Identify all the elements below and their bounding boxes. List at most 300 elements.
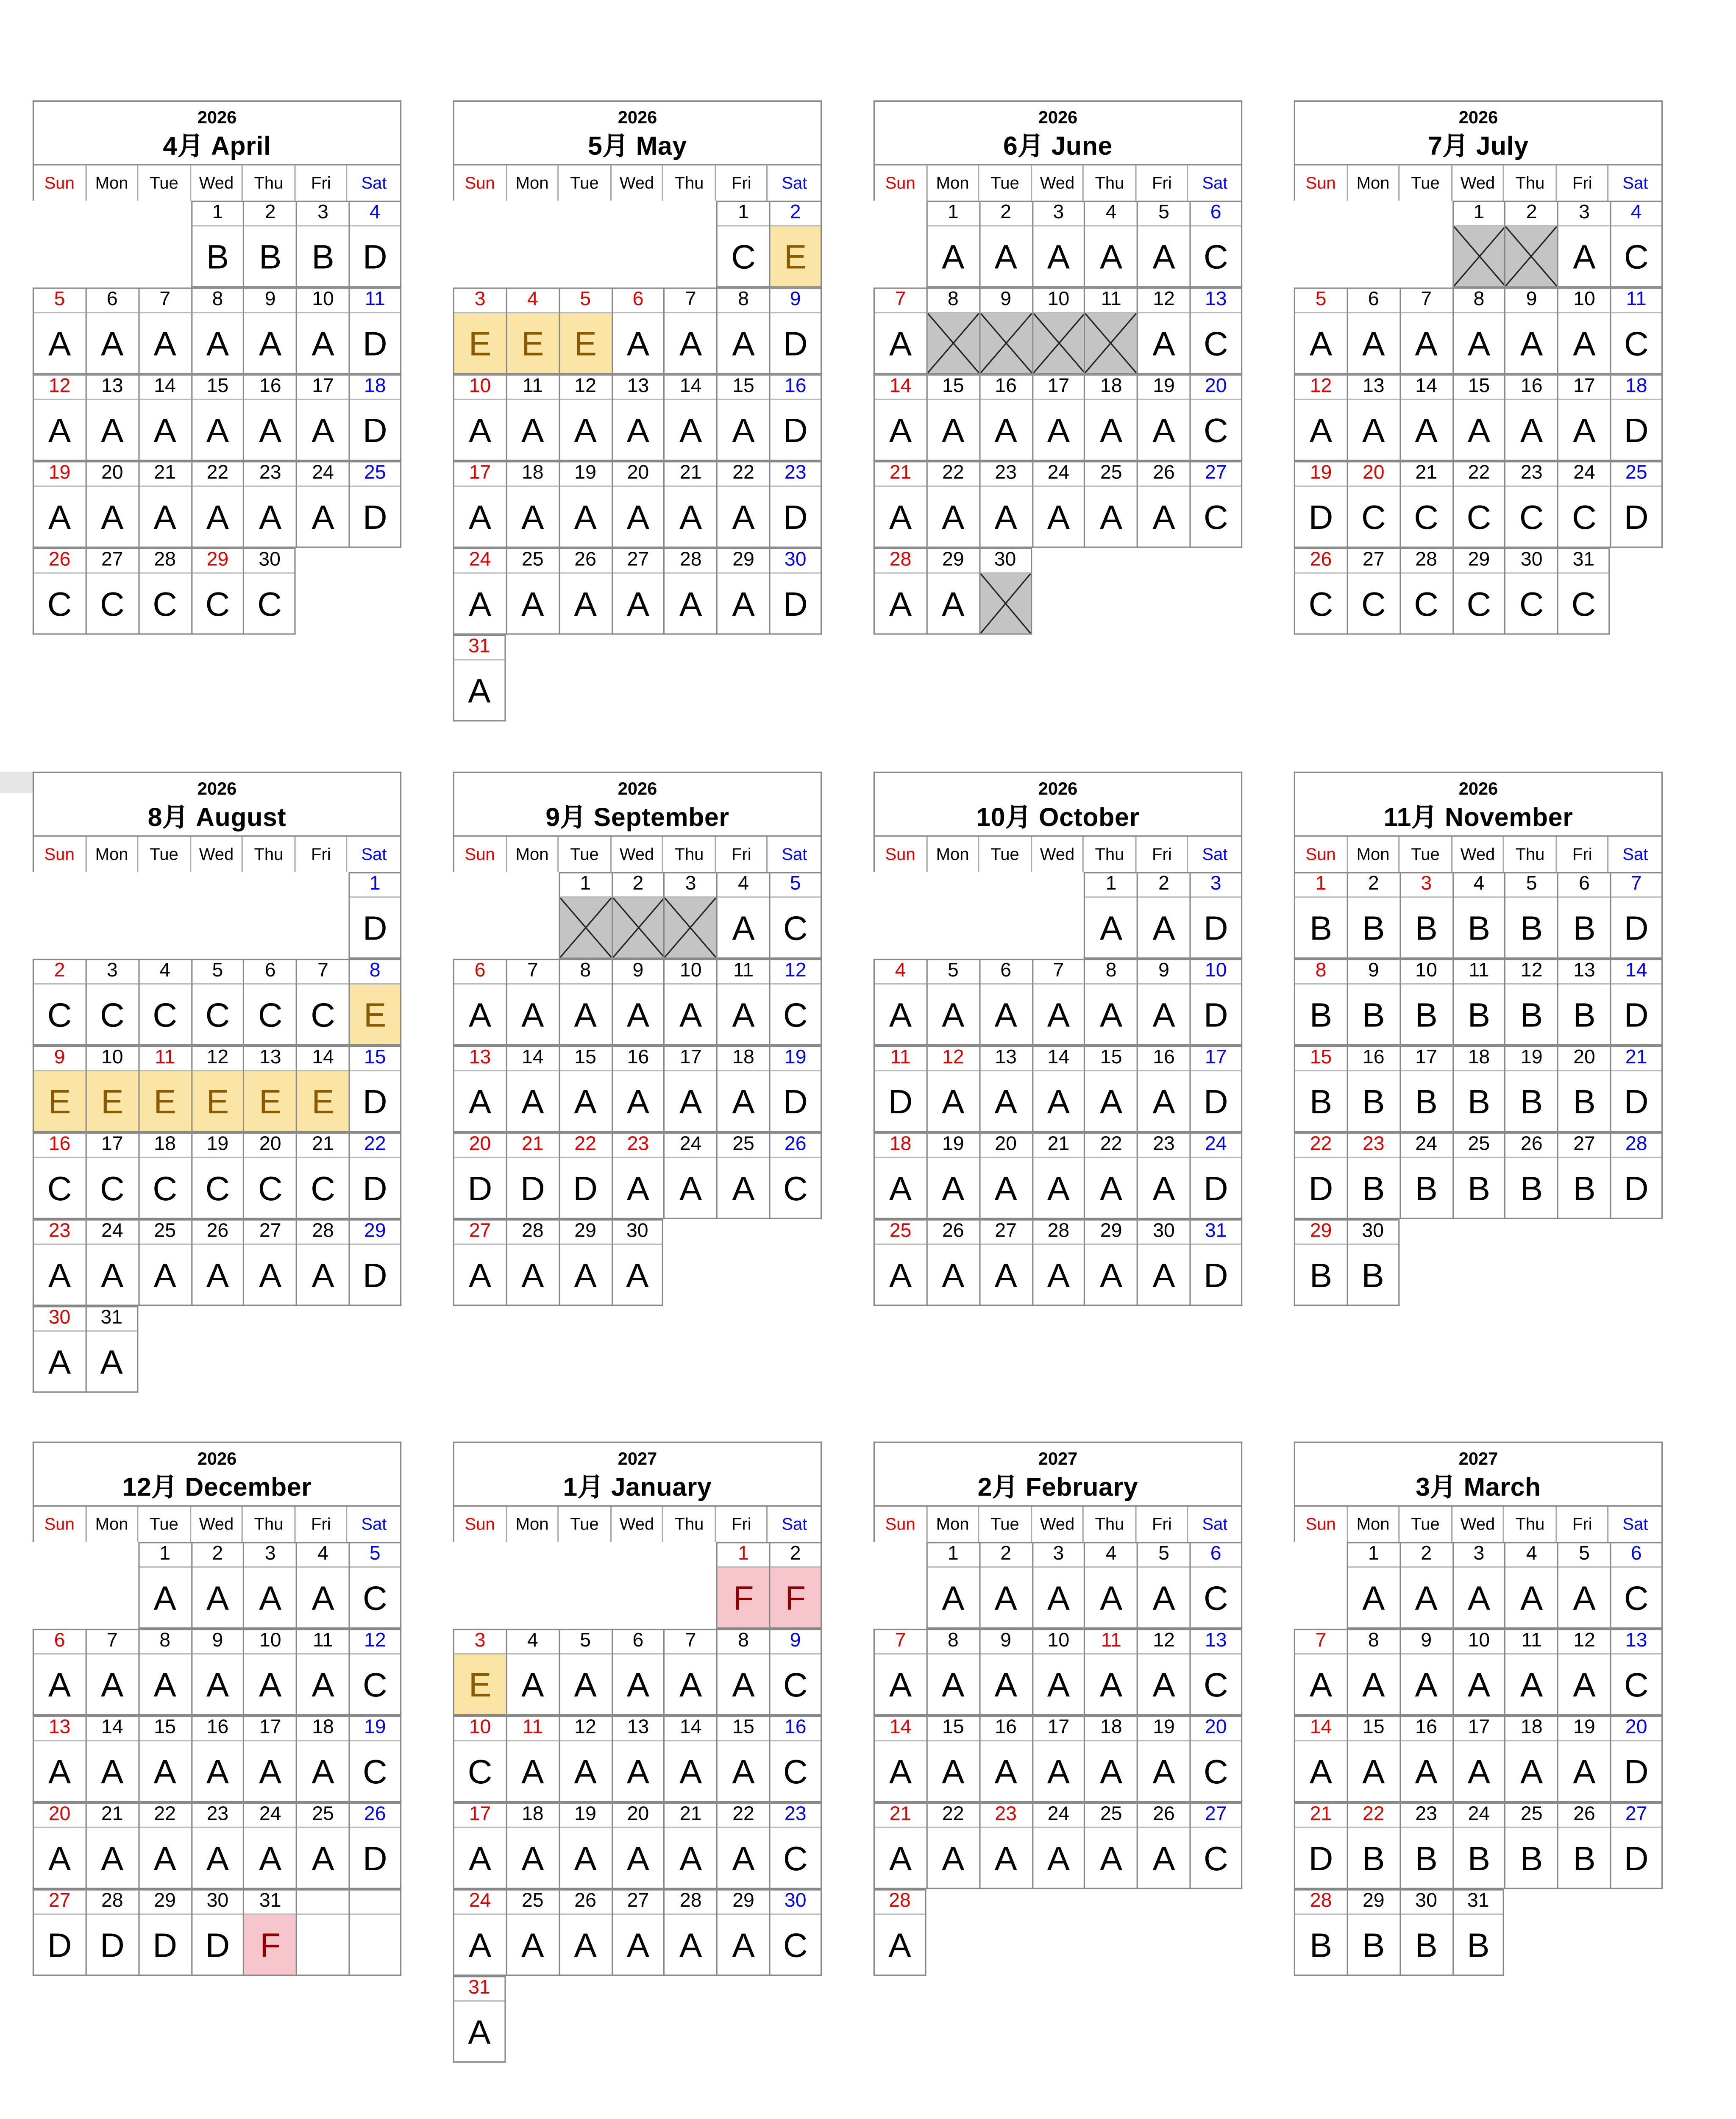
day-cell[interactable] [558, 461, 611, 548]
day-cell[interactable] [1190, 461, 1242, 548]
day-cell[interactable] [716, 872, 769, 959]
day-cell[interactable] [85, 1306, 138, 1393]
day-cell[interactable] [1032, 959, 1084, 1046]
day-cell[interactable] [1190, 1219, 1242, 1306]
day-cell[interactable] [243, 1046, 296, 1132]
day-cell[interactable] [1032, 1219, 1084, 1306]
day-cell[interactable] [1557, 959, 1610, 1046]
day-cell[interactable] [296, 1629, 348, 1716]
day-cell[interactable] [769, 287, 822, 374]
day-cell[interactable] [1294, 1629, 1347, 1716]
day-cell[interactable] [138, 1629, 190, 1716]
day-cell[interactable] [611, 872, 664, 959]
day-cell[interactable] [1347, 1629, 1399, 1716]
day-cell[interactable] [926, 374, 979, 461]
day-cell[interactable] [558, 872, 611, 959]
day-cell[interactable] [1032, 1716, 1084, 1802]
day-cell[interactable] [926, 1132, 979, 1219]
day-cell[interactable] [138, 1542, 190, 1629]
day-cell[interactable] [926, 1219, 979, 1306]
day-cell[interactable] [138, 461, 190, 548]
day-cell[interactable] [506, 287, 558, 374]
day-cell[interactable] [1505, 1046, 1557, 1132]
day-cell[interactable] [1452, 461, 1505, 548]
day-cell[interactable] [453, 1046, 506, 1132]
day-cell[interactable] [874, 959, 926, 1046]
day-cell[interactable] [611, 1629, 664, 1716]
day-cell[interactable] [1084, 959, 1137, 1046]
day-cell[interactable] [1557, 201, 1610, 288]
day-cell[interactable] [769, 201, 822, 288]
day-cell[interactable] [1347, 461, 1399, 548]
day-cell[interactable] [349, 1046, 401, 1132]
day-cell[interactable] [349, 287, 401, 374]
day-cell[interactable] [1084, 872, 1137, 959]
day-cell[interactable] [664, 1132, 716, 1219]
day-cell[interactable] [769, 1889, 822, 1976]
day-cell[interactable] [138, 1802, 190, 1889]
day-cell[interactable] [979, 201, 1031, 288]
day-cell[interactable] [138, 959, 190, 1046]
day-cell[interactable] [1557, 1716, 1610, 1802]
day-cell[interactable] [1347, 1802, 1399, 1889]
day-cell[interactable] [979, 1802, 1031, 1889]
day-cell[interactable] [769, 1132, 822, 1219]
day-cell[interactable] [1505, 1629, 1557, 1716]
day-cell[interactable] [1505, 1802, 1557, 1889]
day-cell[interactable] [1610, 872, 1663, 959]
day-cell[interactable] [769, 1542, 822, 1629]
day-cell[interactable] [1557, 1802, 1610, 1889]
day-cell[interactable] [138, 287, 190, 374]
day-cell[interactable] [1032, 201, 1084, 288]
day-cell[interactable] [453, 287, 506, 374]
day-cell[interactable] [349, 1219, 401, 1306]
day-cell[interactable] [191, 461, 243, 548]
day-cell[interactable] [1452, 1542, 1505, 1629]
day-cell[interactable] [506, 548, 558, 635]
day-cell[interactable] [1294, 1889, 1347, 1976]
day-cell[interactable] [611, 1889, 664, 1976]
day-cell[interactable] [1294, 1219, 1347, 1306]
day-cell[interactable] [979, 548, 1031, 635]
day-cell[interactable] [1032, 374, 1084, 461]
day-cell[interactable] [1399, 461, 1452, 548]
day-cell[interactable] [1610, 201, 1663, 288]
day-cell[interactable] [1137, 1219, 1189, 1306]
day-cell[interactable] [191, 1542, 243, 1629]
day-cell[interactable] [85, 1219, 138, 1306]
day-cell[interactable] [138, 1889, 190, 1976]
day-cell[interactable] [1137, 959, 1189, 1046]
day-cell[interactable] [979, 374, 1031, 461]
day-cell[interactable] [1557, 1542, 1610, 1629]
day-cell[interactable] [138, 1132, 190, 1219]
day-cell[interactable] [506, 1889, 558, 1976]
day-cell[interactable] [926, 1716, 979, 1802]
day-cell[interactable] [979, 1629, 1031, 1716]
day-cell[interactable] [33, 287, 85, 374]
day-cell[interactable] [769, 1716, 822, 1802]
day-cell[interactable] [1557, 1629, 1610, 1716]
day-cell[interactable] [1190, 287, 1242, 374]
day-cell[interactable] [1084, 461, 1137, 548]
day-cell[interactable] [85, 1132, 138, 1219]
day-cell[interactable] [1452, 201, 1505, 288]
day-cell[interactable] [1505, 872, 1557, 959]
day-cell[interactable] [1610, 461, 1663, 548]
day-cell[interactable] [453, 959, 506, 1046]
day-cell[interactable] [1557, 548, 1610, 635]
day-cell[interactable] [1084, 1219, 1137, 1306]
day-cell[interactable] [1610, 1629, 1663, 1716]
day-cell[interactable] [349, 1542, 401, 1629]
day-cell[interactable] [1452, 1132, 1505, 1219]
day-cell[interactable] [1505, 1542, 1557, 1629]
day-cell[interactable] [138, 1716, 190, 1802]
day-cell[interactable] [1347, 374, 1399, 461]
day-cell[interactable] [1610, 1132, 1663, 1219]
day-cell[interactable] [926, 1046, 979, 1132]
day-cell[interactable] [874, 1219, 926, 1306]
day-cell[interactable] [1032, 1802, 1084, 1889]
day-cell[interactable] [874, 548, 926, 635]
day-cell[interactable] [33, 548, 85, 635]
day-cell[interactable] [874, 1132, 926, 1219]
day-cell[interactable] [1557, 1132, 1610, 1219]
day-cell[interactable] [453, 461, 506, 548]
day-cell[interactable] [33, 1889, 85, 1976]
day-cell[interactable] [611, 548, 664, 635]
day-cell[interactable] [191, 287, 243, 374]
day-cell[interactable] [349, 959, 401, 1046]
day-cell[interactable] [1084, 1046, 1137, 1132]
day-cell[interactable] [453, 1629, 506, 1716]
day-cell[interactable] [191, 1889, 243, 1976]
day-cell[interactable] [1032, 1629, 1084, 1716]
day-cell[interactable] [1452, 1802, 1505, 1889]
day-cell[interactable] [191, 1802, 243, 1889]
day-cell[interactable] [1610, 1716, 1663, 1802]
day-cell[interactable] [1399, 1542, 1452, 1629]
day-cell[interactable] [506, 1629, 558, 1716]
day-cell[interactable] [1399, 1889, 1452, 1976]
day-cell[interactable] [611, 374, 664, 461]
day-cell[interactable] [506, 1132, 558, 1219]
day-cell[interactable] [453, 1716, 506, 1802]
day-cell[interactable] [664, 1889, 716, 1976]
day-cell[interactable] [979, 1716, 1031, 1802]
day-cell[interactable] [506, 1716, 558, 1802]
day-cell[interactable] [1347, 1542, 1399, 1629]
day-cell[interactable] [558, 1219, 611, 1306]
day-cell[interactable] [664, 872, 716, 959]
day-cell[interactable] [1032, 287, 1084, 374]
day-cell[interactable] [1294, 287, 1347, 374]
day-cell[interactable] [926, 201, 979, 288]
day-cell[interactable] [874, 1629, 926, 1716]
day-cell[interactable] [243, 1132, 296, 1219]
day-cell[interactable] [1084, 287, 1137, 374]
day-cell[interactable] [296, 1132, 348, 1219]
day-cell[interactable] [1137, 1046, 1189, 1132]
day-cell[interactable] [664, 959, 716, 1046]
day-cell[interactable] [1137, 1802, 1189, 1889]
day-cell[interactable] [1505, 1132, 1557, 1219]
day-cell[interactable] [296, 461, 348, 548]
day-cell[interactable] [1399, 1629, 1452, 1716]
day-cell[interactable] [1557, 461, 1610, 548]
day-cell[interactable] [769, 374, 822, 461]
day-cell[interactable] [1557, 374, 1610, 461]
day-cell[interactable] [453, 1889, 506, 1976]
day-cell[interactable] [926, 1629, 979, 1716]
day-cell[interactable] [85, 1046, 138, 1132]
day-cell[interactable] [1610, 287, 1663, 374]
day-cell[interactable] [296, 1889, 348, 1976]
day-cell[interactable] [138, 374, 190, 461]
day-cell[interactable] [191, 1716, 243, 1802]
day-cell[interactable] [716, 461, 769, 548]
day-cell[interactable] [1399, 1132, 1452, 1219]
day-cell[interactable] [1452, 872, 1505, 959]
day-cell[interactable] [874, 1716, 926, 1802]
day-cell[interactable] [33, 1306, 85, 1393]
day-cell[interactable] [243, 461, 296, 548]
day-cell[interactable] [1399, 548, 1452, 635]
day-cell[interactable] [1032, 461, 1084, 548]
day-cell[interactable] [1190, 1132, 1242, 1219]
day-cell[interactable] [453, 635, 506, 722]
day-cell[interactable] [769, 1629, 822, 1716]
day-cell[interactable] [716, 1132, 769, 1219]
day-cell[interactable] [243, 1802, 296, 1889]
day-cell[interactable] [1557, 1046, 1610, 1132]
day-cell[interactable] [769, 872, 822, 959]
day-cell[interactable] [506, 959, 558, 1046]
day-cell[interactable] [1190, 959, 1242, 1046]
day-cell[interactable] [926, 1802, 979, 1889]
day-cell[interactable] [506, 1219, 558, 1306]
day-cell[interactable] [243, 201, 296, 288]
day-cell[interactable] [926, 287, 979, 374]
day-cell[interactable] [349, 1889, 401, 1976]
day-cell[interactable] [769, 959, 822, 1046]
day-cell[interactable] [558, 1629, 611, 1716]
day-cell[interactable] [611, 1716, 664, 1802]
day-cell[interactable] [1347, 872, 1399, 959]
day-cell[interactable] [979, 287, 1031, 374]
day-cell[interactable] [716, 374, 769, 461]
day-cell[interactable] [716, 1802, 769, 1889]
day-cell[interactable] [716, 1046, 769, 1132]
day-cell[interactable] [349, 872, 401, 959]
day-cell[interactable] [611, 461, 664, 548]
day-cell[interactable] [1032, 1542, 1084, 1629]
day-cell[interactable] [506, 374, 558, 461]
day-cell[interactable] [1137, 1542, 1189, 1629]
day-cell[interactable] [1294, 1046, 1347, 1132]
day-cell[interactable] [349, 1132, 401, 1219]
day-cell[interactable] [453, 1219, 506, 1306]
day-cell[interactable] [33, 1802, 85, 1889]
day-cell[interactable] [1294, 548, 1347, 635]
day-cell[interactable] [349, 461, 401, 548]
day-cell[interactable] [664, 1802, 716, 1889]
day-cell[interactable] [611, 959, 664, 1046]
day-cell[interactable] [558, 548, 611, 635]
day-cell[interactable] [85, 1716, 138, 1802]
day-cell[interactable] [1294, 1802, 1347, 1889]
day-cell[interactable] [349, 374, 401, 461]
day-cell[interactable] [1084, 374, 1137, 461]
day-cell[interactable] [1084, 1629, 1137, 1716]
day-cell[interactable] [1084, 1802, 1137, 1889]
day-cell[interactable] [979, 1219, 1031, 1306]
day-cell[interactable] [85, 287, 138, 374]
day-cell[interactable] [558, 1716, 611, 1802]
day-cell[interactable] [85, 959, 138, 1046]
day-cell[interactable] [874, 1046, 926, 1132]
day-cell[interactable] [453, 1802, 506, 1889]
day-cell[interactable] [191, 1219, 243, 1306]
day-cell[interactable] [926, 461, 979, 548]
day-cell[interactable] [664, 461, 716, 548]
day-cell[interactable] [1190, 1802, 1242, 1889]
day-cell[interactable] [611, 1802, 664, 1889]
day-cell[interactable] [296, 201, 348, 288]
day-cell[interactable] [453, 1976, 506, 2063]
day-cell[interactable] [1084, 1716, 1137, 1802]
day-cell[interactable] [926, 548, 979, 635]
day-cell[interactable] [979, 959, 1031, 1046]
day-cell[interactable] [1190, 1629, 1242, 1716]
day-cell[interactable] [1452, 374, 1505, 461]
day-cell[interactable] [85, 1802, 138, 1889]
day-cell[interactable] [506, 461, 558, 548]
day-cell[interactable] [1347, 1716, 1399, 1802]
day-cell[interactable] [1137, 1132, 1189, 1219]
day-cell[interactable] [243, 1219, 296, 1306]
day-cell[interactable] [979, 461, 1031, 548]
day-cell[interactable] [874, 287, 926, 374]
day-cell[interactable] [349, 1716, 401, 1802]
day-cell[interactable] [243, 548, 296, 635]
day-cell[interactable] [1137, 872, 1189, 959]
day-cell[interactable] [874, 374, 926, 461]
day-cell[interactable] [1190, 1046, 1242, 1132]
day-cell[interactable] [769, 548, 822, 635]
day-cell[interactable] [716, 548, 769, 635]
day-cell[interactable] [1294, 374, 1347, 461]
day-cell[interactable] [716, 1542, 769, 1629]
day-cell[interactable] [138, 1046, 190, 1132]
day-cell[interactable] [1505, 461, 1557, 548]
day-cell[interactable] [138, 548, 190, 635]
day-cell[interactable] [558, 1132, 611, 1219]
day-cell[interactable] [1452, 1046, 1505, 1132]
day-cell[interactable] [1294, 1132, 1347, 1219]
day-cell[interactable] [558, 1046, 611, 1132]
day-cell[interactable] [1452, 548, 1505, 635]
day-cell[interactable] [664, 1629, 716, 1716]
day-cell[interactable] [1505, 1716, 1557, 1802]
day-cell[interactable] [1137, 201, 1189, 288]
day-cell[interactable] [191, 1046, 243, 1132]
day-cell[interactable] [874, 1889, 926, 1976]
day-cell[interactable] [1347, 959, 1399, 1046]
day-cell[interactable] [1505, 287, 1557, 374]
day-cell[interactable] [33, 1716, 85, 1802]
day-cell[interactable] [1137, 1716, 1189, 1802]
day-cell[interactable] [1452, 1889, 1505, 1976]
day-cell[interactable] [874, 1802, 926, 1889]
day-cell[interactable] [191, 548, 243, 635]
day-cell[interactable] [716, 1629, 769, 1716]
day-cell[interactable] [296, 1802, 348, 1889]
day-cell[interactable] [296, 1716, 348, 1802]
day-cell[interactable] [243, 287, 296, 374]
day-cell[interactable] [506, 1802, 558, 1889]
day-cell[interactable] [296, 1219, 348, 1306]
day-cell[interactable] [1190, 1542, 1242, 1629]
day-cell[interactable] [1610, 1542, 1663, 1629]
day-cell[interactable] [1294, 959, 1347, 1046]
day-cell[interactable] [453, 374, 506, 461]
day-cell[interactable] [1610, 959, 1663, 1046]
day-cell[interactable] [296, 374, 348, 461]
day-cell[interactable] [1452, 1629, 1505, 1716]
day-cell[interactable] [33, 1132, 85, 1219]
day-cell[interactable] [506, 1046, 558, 1132]
day-cell[interactable] [85, 1889, 138, 1976]
day-cell[interactable] [1505, 959, 1557, 1046]
day-cell[interactable] [85, 461, 138, 548]
day-cell[interactable] [664, 287, 716, 374]
day-cell[interactable] [1452, 959, 1505, 1046]
day-cell[interactable] [1399, 1716, 1452, 1802]
day-cell[interactable] [979, 1046, 1031, 1132]
day-cell[interactable] [349, 1629, 401, 1716]
day-cell[interactable] [349, 1802, 401, 1889]
day-cell[interactable] [926, 959, 979, 1046]
day-cell[interactable] [1190, 201, 1242, 288]
day-cell[interactable] [1505, 548, 1557, 635]
day-cell[interactable] [1610, 374, 1663, 461]
day-cell[interactable] [1347, 1132, 1399, 1219]
day-cell[interactable] [558, 1802, 611, 1889]
day-cell[interactable] [558, 1889, 611, 1976]
day-cell[interactable] [85, 1629, 138, 1716]
day-cell[interactable] [33, 1046, 85, 1132]
day-cell[interactable] [33, 374, 85, 461]
day-cell[interactable] [1347, 287, 1399, 374]
day-cell[interactable] [1032, 1046, 1084, 1132]
day-cell[interactable] [1557, 872, 1610, 959]
day-cell[interactable] [1452, 287, 1505, 374]
day-cell[interactable] [191, 959, 243, 1046]
day-cell[interactable] [1452, 1716, 1505, 1802]
day-cell[interactable] [979, 1542, 1031, 1629]
day-cell[interactable] [296, 1046, 348, 1132]
day-cell[interactable] [33, 461, 85, 548]
day-cell[interactable] [85, 548, 138, 635]
day-cell[interactable] [1347, 1219, 1399, 1306]
day-cell[interactable] [1032, 1132, 1084, 1219]
day-cell[interactable] [1505, 374, 1557, 461]
day-cell[interactable] [243, 1889, 296, 1976]
day-cell[interactable] [1610, 1802, 1663, 1889]
